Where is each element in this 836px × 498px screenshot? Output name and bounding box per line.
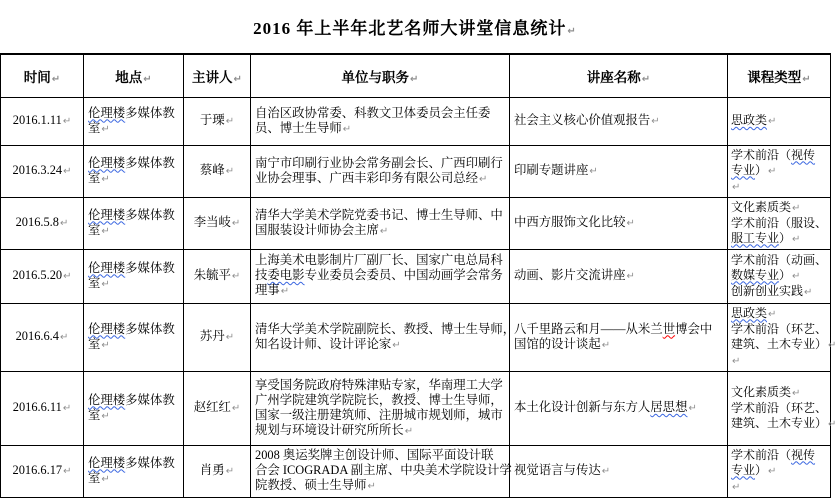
text-line: [255, 268, 505, 283]
text-line: [88, 121, 179, 137]
text-line: [731, 322, 827, 337]
paragraph-mark: ↵: [101, 173, 110, 185]
text-line: [88, 106, 179, 121]
text-line: [88, 171, 179, 187]
cell-location[interactable]: [84, 97, 184, 145]
text-line: [255, 321, 516, 337]
text-line: [514, 163, 723, 179]
paragraph-mark: ↵: [392, 339, 401, 351]
cell-speaker[interactable]: [184, 97, 251, 145]
text-line: [514, 113, 723, 129]
text-line: [731, 113, 827, 129]
cell-lecture[interactable]: [510, 303, 728, 371]
text-run: 2008 奥运奖牌主创设计师、国际平面设计联: [255, 448, 494, 462]
paragraph-mark: ↵: [828, 339, 836, 351]
header-speaker-label: 主讲人: [192, 69, 233, 85]
paragraph-mark: ↵: [101, 123, 110, 135]
header-lecture-name-label: 讲座名称: [586, 69, 641, 85]
paragraph-mark: ↵: [601, 339, 611, 351]
text-line: [5, 463, 79, 479]
text-line: [88, 393, 179, 408]
text-line: [514, 463, 723, 479]
text-run: 清华大学美术学院副院长、教授、博士生导师，: [255, 321, 516, 336]
cell-speaker[interactable]: [184, 145, 251, 197]
paragraph-mark: ↵: [651, 116, 660, 127]
text-line: [88, 156, 179, 171]
text-line: [188, 329, 246, 345]
cell-affiliation[interactable]: [251, 197, 510, 249]
text-line: [731, 479, 827, 495]
text-run: 博会中: [675, 321, 713, 336]
misspelled-text-run: 伦理楼: [88, 392, 126, 407]
text-line: [731, 336, 836, 353]
misspelled-text-run: 伦理楼: [88, 155, 126, 170]
text-line: [255, 156, 505, 171]
paragraph-mark: ↵: [732, 481, 741, 493]
text-run: 文化素质类: [731, 384, 792, 399]
cell-location[interactable]: [84, 303, 184, 371]
text-line: [514, 337, 723, 353]
cell-affiliation[interactable]: [251, 145, 510, 197]
text-run: 动画、影片交流讲座: [514, 268, 626, 282]
text-run: 学术前沿（服设、: [731, 215, 828, 230]
cell-speaker[interactable]: [184, 249, 251, 303]
text-run: 多媒体教: [125, 321, 175, 336]
text-line: [88, 223, 179, 239]
text-run: 2016.6.4: [15, 329, 59, 343]
text-run: 文化素质类: [731, 199, 792, 214]
cell-course[interactable]: [728, 145, 831, 197]
cell-date[interactable]: [1, 249, 84, 303]
cell-lecture[interactable]: [510, 249, 728, 303]
text-run: 广州学院建筑学院院长，教授、博士生导师，: [255, 392, 503, 407]
cell-affiliation[interactable]: [251, 97, 510, 145]
cell-speaker[interactable]: [184, 197, 251, 249]
text-line: [731, 306, 827, 322]
paragraph-mark: ↵: [62, 116, 72, 127]
text-line: [255, 478, 505, 494]
header-lecture-name[interactable]: [510, 54, 728, 97]
table-row: [1, 145, 831, 197]
paragraph-mark: ↵: [231, 271, 241, 282]
text-line: [731, 463, 827, 479]
text-line: [88, 322, 179, 337]
text-run: 李当岐: [193, 215, 231, 229]
text-line: [255, 448, 505, 463]
cell-lecture[interactable]: [510, 145, 728, 197]
cell-location[interactable]: [84, 249, 184, 303]
text-run: 多媒体教: [125, 155, 175, 170]
paragraph-mark: ↵: [567, 26, 577, 37]
paragraph-mark: ↵: [367, 481, 376, 492]
cell-affiliation[interactable]: [251, 371, 510, 445]
paragraph-mark: ↵: [63, 166, 72, 177]
text-run: 上海美术电影制片厂副厂长、国家广电总局科: [255, 253, 503, 267]
text-run: 室: [88, 275, 101, 290]
cell-location[interactable]: [84, 371, 184, 445]
text-run: 于瑮: [199, 113, 225, 127]
paragraph-mark: ↵: [63, 466, 72, 477]
text-line: [255, 121, 505, 137]
text-run: 多媒体教: [125, 455, 175, 470]
text-run: 合会 ICOGRADA 副主席、中央美术学院设计学: [255, 463, 512, 477]
text-line: [255, 283, 505, 299]
text-run: 多媒体教: [125, 392, 175, 407]
paragraph-mark: ↵: [792, 270, 801, 282]
text-run: 室: [88, 222, 101, 237]
text-line: [255, 223, 505, 239]
paragraph-mark: ↵: [792, 387, 801, 399]
cell-lecture[interactable]: [510, 97, 728, 145]
cell-course[interactable]: [728, 303, 836, 371]
paragraph-mark: ↵: [404, 425, 414, 437]
text-run: 2016.1.11: [12, 113, 62, 127]
table-row: [1, 303, 831, 371]
misspelled-text-run: 伦理楼: [88, 321, 126, 336]
text-run: ）: [755, 462, 768, 477]
paragraph-mark: ↵: [626, 271, 635, 282]
cell-course[interactable]: [728, 445, 831, 497]
text-line: [731, 415, 836, 432]
text-line: [731, 353, 827, 369]
text-run: 2016.6.11: [12, 400, 62, 414]
text-run: 院教授、硕士生导师: [255, 478, 367, 492]
text-run: 2016.5.20: [12, 268, 63, 282]
text-line: [731, 163, 827, 179]
paragraph-mark: ↵: [143, 73, 152, 85]
text-line: [255, 337, 505, 353]
misspelled-text-run: 视传: [791, 147, 816, 162]
text-line: [255, 408, 505, 423]
text-line: [188, 163, 246, 179]
text-run: 建筑、土木专业）: [731, 336, 828, 351]
misspelled-text-run: 伦理楼: [88, 455, 126, 470]
text-line: [5, 113, 79, 129]
cell-date[interactable]: [1, 97, 84, 145]
cell-affiliation[interactable]: [251, 445, 510, 497]
text-run: ）: [779, 267, 792, 282]
text-run: 蔡峰: [199, 163, 225, 177]
text-run: 印刷专题讲座: [514, 163, 589, 177]
paragraph-mark: ↵: [101, 278, 110, 290]
paragraph-mark: ↵: [768, 308, 777, 320]
text-run: 知名设计师、设计评论家: [255, 336, 392, 351]
misspelled-text-run: 思政类: [731, 305, 768, 320]
paragraph-mark: ↵: [62, 403, 72, 414]
header-time-label: 时间: [23, 69, 51, 85]
text-run: 多媒体教: [125, 105, 175, 120]
text-run: 学术前沿（: [731, 147, 792, 162]
text-line: [188, 400, 246, 416]
paragraph-mark: ↵: [225, 466, 235, 477]
paragraph-mark: ↵: [233, 73, 242, 85]
header-course-type[interactable]: [728, 54, 831, 97]
paragraph-mark: ↵: [342, 123, 352, 135]
text-run: 赵红红: [193, 400, 231, 414]
text-run: 国家一级注册建筑师、注册城市规划师，城市: [255, 407, 503, 422]
text-line: [731, 448, 827, 463]
text-line: [5, 215, 79, 231]
text-run: 2016.3.24: [12, 163, 63, 177]
text-line: [188, 268, 246, 284]
table-row: [1, 197, 831, 249]
text-line: [188, 463, 246, 479]
cell-speaker[interactable]: [184, 371, 251, 445]
table-body: [1, 97, 836, 497]
text-line: [88, 456, 179, 471]
header-speaker[interactable]: [184, 54, 251, 97]
paragraph-mark: ↵: [768, 465, 777, 477]
text-line: [88, 471, 179, 487]
paragraph-mark: ↵: [231, 403, 241, 414]
paragraph-mark: ↵: [626, 218, 635, 229]
paragraph-mark: ↵: [732, 181, 741, 193]
text-run: 多媒体教: [125, 260, 175, 275]
text-line: [731, 268, 827, 284]
text-line: [514, 215, 723, 231]
cell-course[interactable]: [728, 97, 831, 145]
paragraph-mark: ↵: [63, 271, 72, 282]
paragraph-mark: ↵: [768, 165, 777, 177]
text-run: 室: [88, 470, 101, 485]
paragraph-mark: ↵: [792, 202, 801, 214]
text-run: 室: [88, 407, 101, 422]
cell-lecture[interactable]: [510, 445, 728, 497]
cell-affiliation[interactable]: [251, 303, 516, 371]
document-title: 2016 年上半年北艺名师大讲堂信息统计: [253, 19, 567, 38]
paragraph-mark: ↵: [732, 355, 741, 367]
cell-speaker[interactable]: [184, 445, 251, 497]
misspelled-text-run: 视传: [791, 447, 816, 462]
paragraph-mark: ↵: [768, 116, 777, 127]
paragraph-mark: ↵: [479, 173, 488, 185]
cell-date[interactable]: [1, 371, 84, 445]
text-run: 苏丹: [199, 329, 225, 343]
paragraph-mark: ↵: [59, 218, 69, 229]
misspelled-text-run: 思政类: [731, 113, 768, 127]
text-run: 建筑、土木专业）: [731, 415, 828, 430]
text-run: 技: [255, 268, 268, 282]
paragraph-mark: ↵: [828, 418, 836, 430]
cell-course[interactable]: [728, 197, 831, 249]
text-run: 理事: [255, 283, 280, 297]
cell-location[interactable]: [84, 445, 184, 497]
text-run: 八千里路云和月——从米兰: [514, 321, 663, 336]
paragraph-mark: ↵: [231, 218, 241, 229]
text-line: [514, 400, 723, 416]
text-run: 室: [88, 120, 101, 135]
paragraph-mark: ↵: [802, 73, 811, 85]
cell-lecture[interactable]: [510, 197, 728, 249]
text-line: [731, 385, 827, 401]
text-run: ）: [779, 230, 792, 245]
text-line: [731, 148, 827, 163]
text-line: [731, 231, 827, 247]
text-run: 自治区政协常委、科教文卫体委员会主任委: [255, 105, 491, 120]
text-line: [5, 268, 79, 284]
paragraph-mark: ↵: [51, 73, 61, 85]
header-affiliation[interactable]: [251, 54, 510, 97]
paragraph-mark: ↵: [410, 73, 419, 85]
text-run: 南宁市印刷行业协会常务副会长、广西印刷行: [255, 155, 503, 170]
text-line: [255, 253, 505, 268]
misspelled-text-run: 委电影: [267, 268, 305, 282]
paragraph-mark: ↵: [804, 286, 813, 298]
paragraph-mark: ↵: [225, 166, 235, 177]
text-line: [5, 163, 79, 179]
table-row: [1, 97, 831, 145]
text-run: 清华大学美术学院党委书记、博士生导师、中: [255, 207, 503, 222]
text-run: 学术前沿（动画、: [731, 252, 828, 267]
text-line: [255, 378, 505, 393]
text-run: 创新创业实践: [731, 283, 804, 298]
text-line: [188, 113, 246, 129]
text-run: 享受国务院政府特殊津贴专家，华南理工大学: [255, 377, 503, 392]
text-run: 国馆的设计谈起: [514, 336, 601, 351]
paragraph-mark: ↵: [101, 225, 110, 237]
text-line: [88, 261, 179, 276]
cell-affiliation[interactable]: [251, 249, 510, 303]
header-affiliation-label: 单位与职务: [341, 69, 410, 85]
text-line: [255, 393, 505, 408]
paragraph-mark: ↵: [101, 339, 110, 351]
paragraph-mark: ↵: [589, 166, 598, 177]
paragraph-mark: ↵: [792, 233, 801, 245]
text-line: [255, 171, 505, 187]
misspelled-text-run: 世: [662, 321, 676, 336]
paragraph-mark: ↵: [280, 286, 290, 297]
text-line: [5, 400, 79, 416]
cell-location[interactable]: [84, 197, 184, 249]
text-run: 规划与环境设计研究所所长: [255, 422, 404, 437]
cell-location[interactable]: [84, 145, 184, 197]
text-run: 中西方服饰文化比较: [514, 215, 626, 229]
text-line: [514, 268, 723, 284]
text-run: 本土化设计创新与东方人: [514, 400, 651, 414]
text-run: 室: [88, 336, 101, 351]
text-run: 国服装设计师协会主席: [255, 222, 379, 237]
text-run: 员、博士生导师: [255, 120, 342, 135]
text-run: 学术前沿（环艺、: [731, 321, 828, 336]
misspelled-text-run: 伦理楼: [88, 207, 126, 222]
paragraph-mark: ↵: [688, 403, 697, 414]
text-run: 肖勇: [199, 463, 225, 477]
cell-date[interactable]: [1, 445, 84, 497]
text-run: 社会主义核心价值观报告: [514, 113, 651, 127]
text-line: [188, 215, 246, 231]
text-run: 室: [88, 170, 101, 185]
lecture-info-table: [0, 53, 836, 498]
text-run: 多媒体教: [125, 207, 175, 222]
paragraph-mark: ↵: [101, 473, 110, 485]
paragraph-mark: ↵: [601, 466, 611, 477]
text-line: [731, 284, 827, 300]
paragraph-mark: ↵: [225, 332, 235, 343]
misspelled-text-run: 服工专业: [731, 230, 780, 245]
paragraph-mark: ↵: [641, 73, 651, 85]
header-location-label: 地点: [115, 69, 143, 85]
text-line: [255, 423, 505, 439]
cell-date[interactable]: [1, 145, 84, 197]
text-run: ）: [755, 162, 768, 177]
misspelled-text-run: 伦理楼: [88, 105, 126, 120]
text-line: [255, 106, 505, 121]
cell-course[interactable]: [728, 249, 831, 303]
text-line: [88, 276, 179, 292]
misspelled-text-run: 专业: [731, 462, 756, 477]
cell-date[interactable]: [1, 197, 84, 249]
document-title-row: [0, 0, 830, 53]
text-line: [255, 463, 512, 478]
table-header-row: [1, 54, 831, 97]
misspelled-text-run: 居思想: [650, 400, 688, 414]
text-line: [5, 329, 79, 345]
text-line: [731, 216, 827, 231]
text-line: [88, 208, 179, 223]
header-location[interactable]: [84, 54, 184, 97]
misspelled-text-run: 伦理楼: [88, 260, 126, 275]
table-row: [1, 445, 831, 497]
paragraph-mark: ↵: [379, 225, 389, 237]
text-run: 学术前沿（环艺、: [731, 400, 828, 415]
text-run: 专业委员会委员、中国动画学会常务: [304, 268, 503, 282]
cell-course[interactable]: [728, 371, 836, 445]
text-run: 2016.6.17: [12, 463, 63, 477]
text-run: 学术前沿（: [731, 447, 792, 462]
text-run: 朱毓平: [193, 268, 231, 282]
cell-speaker[interactable]: [184, 303, 251, 371]
header-course-type-label: 课程类型: [747, 69, 802, 85]
text-line: [514, 322, 723, 337]
text-run: 业协会理事、广西丰彩印务有限公司总经: [255, 170, 479, 185]
paragraph-mark: ↵: [225, 116, 235, 127]
text-run: 视觉语言与传达: [514, 463, 601, 477]
cell-lecture[interactable]: [510, 371, 728, 445]
table-row: [1, 249, 831, 303]
text-line: [731, 253, 827, 268]
text-line: [731, 200, 827, 216]
paragraph-mark: ↵: [101, 410, 110, 422]
text-run: 2016.5.8: [15, 215, 59, 229]
cell-date[interactable]: [1, 303, 84, 371]
text-line: [731, 401, 827, 416]
text-line: [88, 408, 179, 424]
table-row: [1, 371, 831, 445]
text-line: [88, 337, 179, 353]
text-line: [731, 179, 827, 195]
misspelled-text-run: 专业: [731, 162, 756, 177]
text-line: [255, 208, 505, 223]
header-time[interactable]: [1, 54, 84, 97]
misspelled-text-run: 数媒专业: [731, 267, 780, 282]
paragraph-mark: ↵: [59, 332, 69, 343]
